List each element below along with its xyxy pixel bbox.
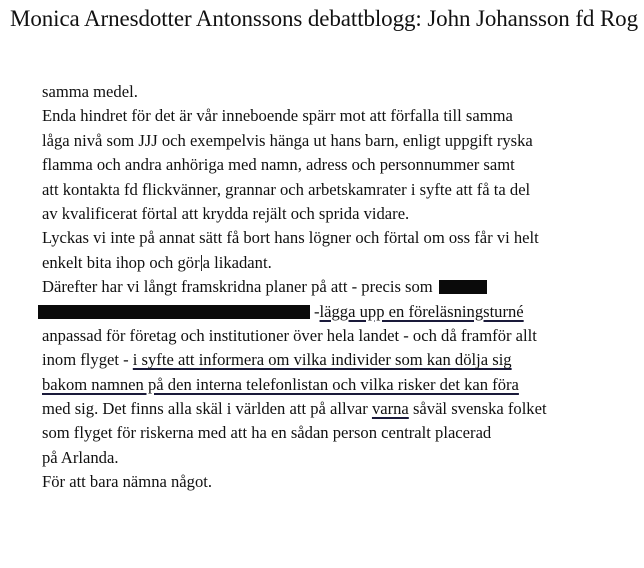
- page-title: Monica Arnesdotter Antonssons debattblogg: John Johansson fd Rog: [10, 6, 638, 31]
- underlined-text: lägga upp en föreläsningsturné: [319, 301, 524, 321]
- text-line: att kontakta fd flickvänner, grannar och arbetskamrater i syfte att få ta del: [42, 179, 531, 199]
- text-line: på Arlanda.: [42, 447, 119, 467]
- text-line: [38, 300, 642, 324]
- text-line: Lyckas vi inte på annat sätt få bort hans lögner och förtal om oss får vi helt: [42, 228, 539, 248]
- text-line: [42, 275, 642, 299]
- text-line: av kvalificerat förtal att krydda rejält och sprida vidare.: [42, 203, 410, 223]
- text-line: [42, 397, 642, 421]
- text-line: För att bara nämna något.: [42, 472, 213, 492]
- text-line: som flyget för riskerna med att ha en sådan person centralt placerad: [42, 423, 492, 443]
- text-fragment: inom flyget -: [42, 350, 133, 370]
- text-fragment: -: [314, 301, 320, 321]
- text-line: låga nivå som JJJ och exempelvis hänga ut hans barn, enligt uppgift ryska: [42, 130, 533, 150]
- text-fragment: Därefter har vi långt framskridna planer på att - precis som: [42, 277, 433, 297]
- text-cursor: [201, 255, 202, 271]
- text-line: [42, 373, 642, 397]
- text-line: flamma och andra anhöriga med namn, adress och personnummer samt: [42, 155, 515, 175]
- article-body: [42, 80, 642, 495]
- text-fragment: såväl svenska folket: [408, 399, 547, 419]
- underlined-text: bakom namnen på den interna telefonlistan och vilka risker det kan föra: [42, 374, 519, 394]
- text-fragment: a likadant.: [202, 252, 272, 272]
- text-line: [42, 348, 642, 372]
- redaction-block: [38, 305, 310, 319]
- text-fragment: enkelt bita ihop och gör: [42, 252, 200, 272]
- underlined-text: i syfte att informera om vilka individer som kan dölja sig: [132, 350, 512, 370]
- text-fragment: med sig. Det finns alla skäl i världen att på allvar: [42, 399, 372, 419]
- text-line: Enda hindret för det är vår inneboende spärr mot att förfalla till samma: [42, 106, 513, 126]
- redaction-block: [439, 280, 487, 294]
- text-line: anpassad för företag och institutioner över hela landet - och då framför allt: [42, 325, 537, 345]
- underlined-text: varna: [371, 399, 409, 419]
- text-line: [42, 251, 642, 275]
- text-line: samma medel.: [42, 82, 138, 101]
